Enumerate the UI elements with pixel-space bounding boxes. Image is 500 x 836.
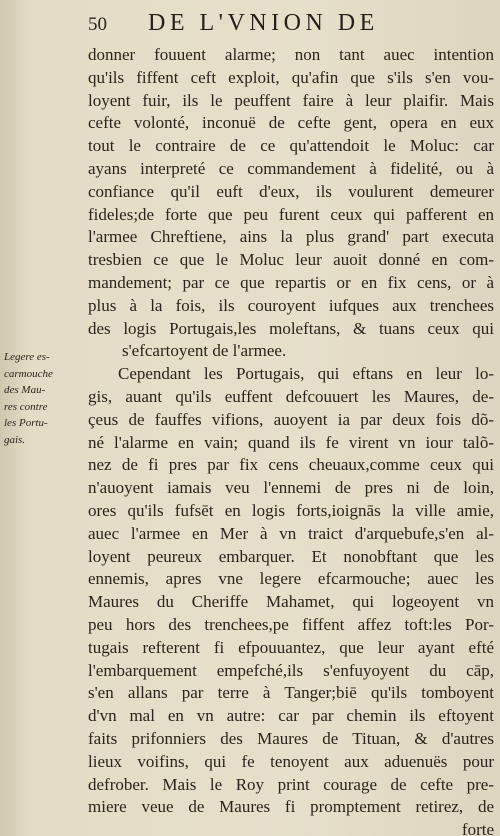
- text-line: defrober. Mais le Roy print courage de cefte pre-: [88, 774, 494, 794]
- marginal-note-line: Legere es-: [4, 351, 50, 363]
- text-line: tugais refterent fi efpouuantez, que leur ayant efté: [88, 637, 494, 657]
- text-line: çeus de fauffes vifions, auoyent ia par deux fois dõ-: [88, 409, 494, 429]
- text-line: d'vn mal en vn autre: car par chemin ils eftoyent: [88, 706, 494, 726]
- text-line: confiance qu'il euft d'eux, ils voulurent demeurer: [88, 181, 494, 201]
- marginal-note-line: res contre: [4, 400, 48, 413]
- text-line: loyent fuir, ils le peuffent faire à leur plaifir. Mais: [88, 90, 494, 110]
- text-line: qu'ils fiffent ceft exploit, qu'afin que s'ils s'en vou-: [88, 67, 494, 87]
- text-line: Maures du Cheriffe Mahamet, qui logeoyent vn: [88, 592, 494, 612]
- text-line: né l'alarme en vain; quand ils fe virent vn iour talõ-: [88, 432, 494, 452]
- text-line: ennemis, apres vne legere efcarmouche; auec les: [88, 569, 494, 589]
- text-line: miere veue de Maures fi promptement retirez, de: [88, 797, 494, 817]
- text-line: loyent peureux embarquer. Et nonobftant que les: [88, 546, 494, 566]
- text-line: nez de fi pres par fix cens cheuaux,comme ceux qui: [88, 455, 494, 475]
- marginal-note-line: des Mau-: [4, 384, 46, 397]
- marginal-note-line: carmouche: [4, 367, 53, 380]
- running-title: DE L'VNION DE: [148, 10, 379, 36]
- page-number: 50: [88, 14, 107, 35]
- body-text: [88, 44, 494, 836]
- text-line: peu hors des trenchees,pe fiffent affez toft:les Por-: [88, 614, 494, 634]
- text-line: mandement; par ce que repartis or en fix cens, or à: [88, 272, 494, 292]
- text-line: lieux voifins, qui fe tenoyent aux aduenuës pour: [88, 751, 494, 771]
- marginal-note-line: gais.: [4, 433, 26, 446]
- text-line: tresbien ce que le Moluc leur auoit donné en com-: [88, 250, 494, 270]
- text-line: ayans interpreté ce commandement à fidelité, ou à: [88, 158, 494, 178]
- text-line: gis, auant qu'ils euffent defcouuert les Maures, de-: [88, 386, 494, 406]
- marginal-note: [4, 349, 66, 449]
- text-line: ores qu'ils fufsēt en logis forts,ioignās la ville amie,: [88, 500, 494, 520]
- text-line: l'armee Chreftiene, ains la plus grand' part executa: [88, 227, 494, 247]
- paragraph-first-line: Cependant les Portugais, qui eftans en leur lo-: [118, 364, 494, 384]
- text-line: l'embarquement empefché,ils s'enfuyoyent du cāp,: [88, 660, 494, 680]
- text-line: n'auoyent iamais veu l'ennemi de pres ni de loin,: [88, 478, 494, 498]
- text-line: cefte volonté, inconuë de cefte gent, opera en eux: [88, 113, 494, 133]
- text-line: auec l'armee en Mer à vn traict d'arquebufe,s'en al-: [88, 523, 494, 543]
- text-line: fideles;de forte que peu furent ceux qui pafferent en: [88, 204, 494, 224]
- text-line: donner fouuent alarme; non tant auec intention: [88, 45, 494, 64]
- text-line: des logis Portugais,les moleftans, & tuans ceux qui: [88, 318, 494, 338]
- text-line: faits prifonniers des Maures de Tituan, & d'autres: [88, 728, 494, 748]
- text-line: s'en allans par terre à Tanger;biē qu'ils tomboyent: [88, 683, 494, 703]
- text-line: plus à la fois, ils couroyent iufques aux trenchees: [88, 295, 494, 315]
- text-line: s'efcartoyent de l'armee.: [122, 341, 287, 361]
- marginal-note-line: les Portu-: [4, 417, 48, 430]
- catchword: forte: [461, 820, 494, 836]
- page-header: [78, 8, 486, 38]
- text-line: tout le contraire de ce qu'attendoit le Moluc: car: [88, 136, 494, 156]
